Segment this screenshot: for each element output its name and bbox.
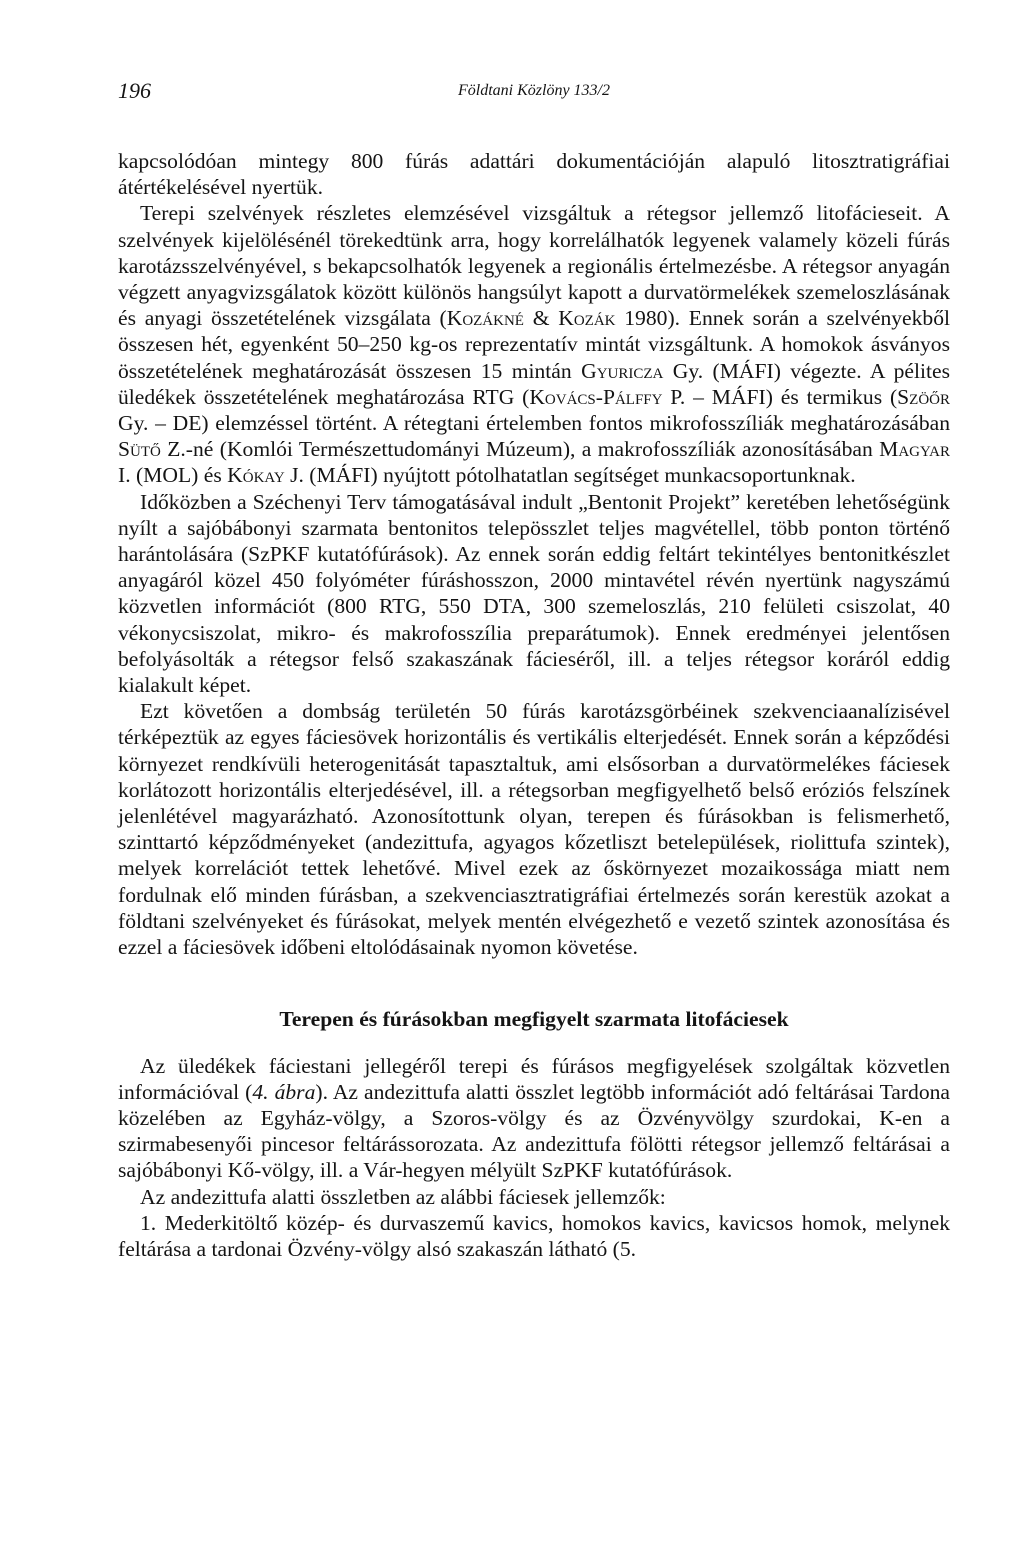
author-name: Kókay xyxy=(227,463,285,488)
text-run: Az üledékek fáciestani jellegéről terepi és fúrásos megfigyelések szolgáltak közvetlen információval ( xyxy=(118,1053,950,1104)
text-run: Z.-né (Komlói Természettudományi Múzeum), a makrofosszíliák azonosításában xyxy=(160,437,880,462)
page xyxy=(118,78,950,1262)
author-name: Sütő xyxy=(118,437,161,462)
author-name: Kozákné xyxy=(446,306,524,331)
text-run: ). Az andezittufa alatti összlet legtöbb információt adó feltárásai Tardona közelében az Egyház-völgy, a Szoros-völgy és az Özvényvölgy szurdokai, K-en a szirmabesenyői pincesor feltárássorozata. Az andezittufa fölötti rétegsor jellemző feltárásai a sajóbábonyi Kő-völgy, ill. a Vár-hegyen mélyült SzPKF kutatófúrások. xyxy=(118,1079,950,1183)
paragraph xyxy=(118,1184,950,1210)
paragraph xyxy=(118,698,950,960)
text-run: & xyxy=(523,306,559,331)
text-run: Terepi szelvények részletes elemzésével vizsgáltuk a rétegsor jellemző litofáci xyxy=(140,201,878,226)
text-run: 1. Mederkitöltő közép- és durvaszemű kavics, homokos kavics, kavicsos homok, melynek feltárása a tardonai Özvény-völgy alsó szakaszán látható (5. xyxy=(118,1210,950,1261)
author-name: Kozák xyxy=(558,306,616,331)
text-run: Időközben a Széchenyi Terv támogatásával indult „Bentonit Projekt” keretében lehetőségünk nyílt a sajóbábonyi szarmata bentonitos telepösszlet teljes magvétellel, több ponton történő harántolására (SzPKF kutatófúrások). Az ennek során eddig feltárt tekintélyes bentonitkészlet anyagáról közel 450 folyóméter fúráshosszon, 2000 mintavétel révén nyertünk nagyszámú közvetlen információt (800 RTG, 550 DTA, 300 szemeloszlás, 210 felületi csiszolat, 40 vékonycsiszolat, mikro- és makrofosszília preparátumok). Ennek eredményei jelentősen befolyásolták a rétegsor felső szakaszának fácieséről, ill. a teljes rétegsor koráról eddig kialakult képet. xyxy=(118,489,950,698)
figure-reference: 4. ábra xyxy=(252,1079,316,1104)
running-head xyxy=(118,78,950,110)
text-run: Gy. – DE) elemzéssel történt. A rétegtani értelemben fontos mikrofosszíliák meghatározásában xyxy=(118,411,950,436)
text-run: I. (MOL) és xyxy=(118,463,228,488)
author-name: Kovács-Pálffy xyxy=(529,384,663,409)
text-run: P. – MÁFI) és termikus ( xyxy=(662,384,898,409)
paragraph xyxy=(118,148,950,200)
page-number: 196 xyxy=(118,78,151,103)
section-heading: Terepen és fúrásokban megfigyelt szarmata litofáciesek xyxy=(279,1007,789,1032)
journal-title: Földtani Közlöny 133/2 xyxy=(458,82,610,99)
text-run: Az andezittufa alatti összletben az alábbi fáciesek jellemzők: xyxy=(140,1184,666,1209)
paragraph xyxy=(118,200,950,488)
paragraph xyxy=(118,489,950,699)
body-text xyxy=(118,148,950,1262)
author-name: Gyuricza xyxy=(581,358,664,383)
paragraph xyxy=(118,1210,950,1262)
text-run: Gy. (MÁFI) végezte. A pélites üledékek összetételének meghatározása RTG ( xyxy=(118,358,950,409)
paragraph xyxy=(118,1053,950,1184)
paragraphs-after-heading xyxy=(118,1053,950,1263)
text-run: J. (MÁFI) nyújtott pótolhatatlan segítséget munkacsoportunknak. xyxy=(284,463,856,488)
text-run: kapcsolódóan mintegy 800 fúrás adattári dokumentációján alapuló litosztratigráfiai átértékelésével nyertük. xyxy=(118,149,950,200)
paragraphs-before-heading xyxy=(118,148,950,960)
text-run: eseit. A szelvények kijelölésénél törekedtünk arra, hogy korrelálhatók legyenek valamely közeli fúrás karotázsszelvényével, s bekapcsolhatók legyenek a regionális értelmezésbe. A rétegsor anyagán végzett anyagvizsgálatok között különös hangsúlyt kapott a durvatörmelékek szemeloszlásának és anyagi összetételének vizsgálata ( xyxy=(118,201,950,331)
author-name: Magyar xyxy=(879,437,950,462)
author-name: Szöőr xyxy=(897,384,950,409)
text-run: 1980). Ennek során a szelvényekből összesen hét, egyenként 50–250 kg-os reprezentatív mintát vizsgáltunk. A homokok ásványos összetételének meghatározását összesen 15 mintán xyxy=(118,306,951,383)
text-run: Ezt követően a dombság területén 50 fúrás karotázsgörbéinek szekvenciaanalízisével térképeztük az egyes fáciesövek horizontális és vertikális elterjedését. Ennek során a képződési környezet rendkívüli heterogenitását tapasztaltuk, ami elsősorban a durvatörmelékes fáciesek korlátozott horizontális elterjedésével, ill. a rétegsorban megfigyelhető belső eróziós felszínek jelenlétével magyarázható. Azonosítottunk olyan, terepen és fúrásokban is felismerhető, szinttartó képződményeket (andezittufa, agyagos kőzetliszt betelepülések, riolittufa szintek), melyek korrelációt tettek lehetővé. Mivel ezek az őskörnyezet mozaikossága miatt nem fordulnak elő minden fúrásban, a szekvenciasztratigráfiai értelmezés során kerestük azokat a földtani szelvényeket és fúrásokat, melyek mentén elvégezhető e vezető szintek azonosítása és ezzel a fáciesövek időbeni eltolódásainak nyomon követése. xyxy=(118,699,950,960)
